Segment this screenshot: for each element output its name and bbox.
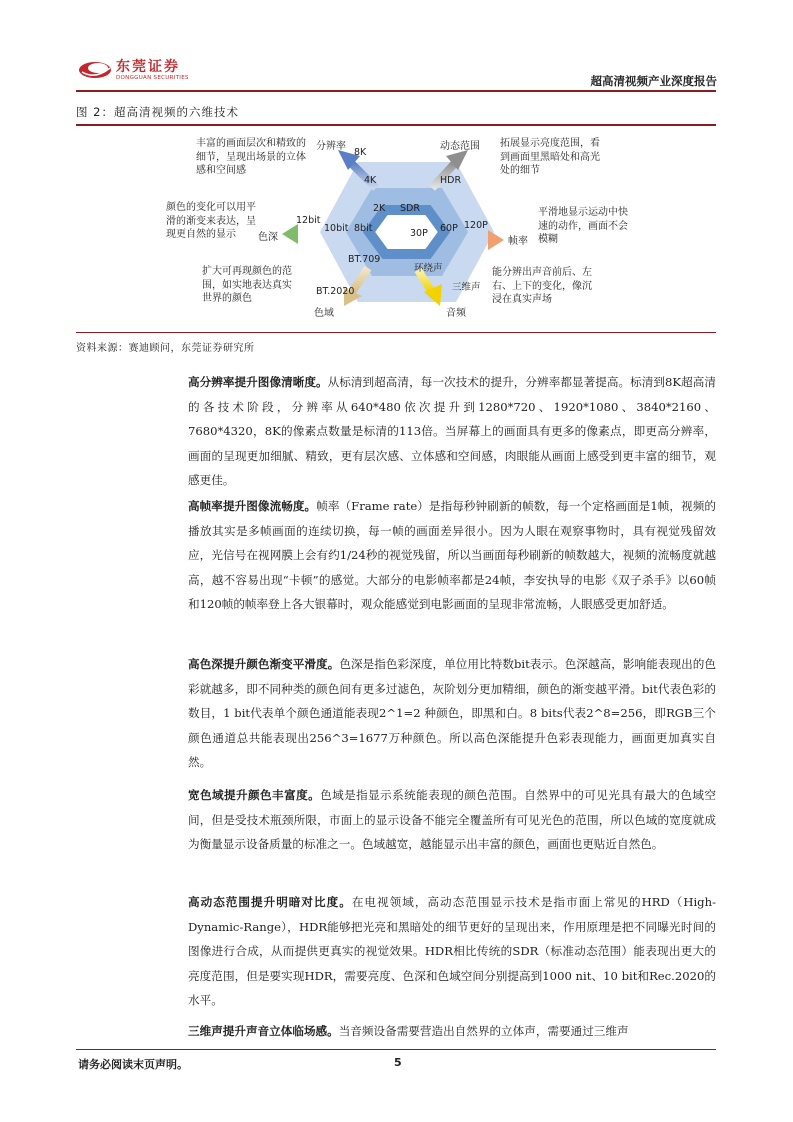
level-12bit: 12bit <box>296 215 321 226</box>
annotation-color-depth: 颜色的变化可以用平滑的渐变来表达，呈现更自然的显示 <box>166 202 256 240</box>
annotation-hdr: 拓展显示亮度范围，看到画面里黑暗处和高光处的细节 <box>500 138 600 176</box>
level-2k: 2K <box>373 203 386 214</box>
figure-title: 图 2：超高清视频的六维技术 <box>76 105 239 119</box>
figure-source: 资料来源：赛迪顾问，东莞证券研究所 <box>76 343 255 354</box>
paragraph-text: 从标清到超高清，每一次技术的提升，分辨率都显著提高。标清到8K超高清的各技术阶段，分辨率从640*480依次提升到1280*720、1920*1080、3840*2160、7680*4320，8K的像素点数量是标清的113倍。当屏幕上的画面具有更多的像素点，即更高分辨率，画面的呈现更加细腻、精致，更有层次感、立体感和空间感，肉眼能从画面上感受到更丰富的细节，观感更佳。 <box>188 375 716 487</box>
level-30p: 30P <box>410 228 428 239</box>
figure-bottom-divider <box>76 332 716 333</box>
level-hdr: HDR <box>440 175 462 186</box>
level-bt2020: BT.2020 <box>316 286 355 297</box>
paragraph-lead: 宽色域提升颜色丰富度。 <box>188 788 321 802</box>
level-60p: 60P <box>440 223 458 234</box>
figure-top-divider <box>76 124 716 126</box>
paragraph-text: 在电视领域，高动态范围显示技术是指市面上常见的HRD（High-Dynamic-Range），HDR能够把光亮和黑暗处的细节更好的呈现出来，作用原理是把不同曝光时间的图像进行合成，从而提供更真实的视觉效果。HDR相比传统的SDR（标准动态范围）能表现出更大的亮度范围，但是要实现HDR，需要亮度、色深和色域空间分别提高到1000 nit、10 bit和Rec.2020的水平。 <box>188 895 716 1007</box>
axis-label-color-gamut: 色域 <box>314 308 334 319</box>
paragraph-hdr <box>188 890 716 1013</box>
paragraph-lead: 高帧率提升图像流畅度。 <box>188 499 317 513</box>
axis-label-color-depth: 色深 <box>258 232 278 243</box>
level-3d-audio: 三维声 <box>452 282 481 293</box>
annotation-color-gamut: 扩大可再现颜色的范围，如实地表达真实世界的颜色 <box>202 266 292 304</box>
report-title: 超高清视频产业深度报告 <box>590 74 717 88</box>
brand-logo-text: 东莞证券 <box>116 59 180 75</box>
paragraph-lead: 高分辨率提升图像清晰度。 <box>188 375 328 389</box>
header-divider <box>76 90 716 92</box>
axis-label-resolution: 分辨率 <box>316 141 346 152</box>
brand-logo-subtitle: DONGGUAN SECURITIES <box>116 75 189 81</box>
annotation-framerate: 平滑地显示运动中快速的动作，画面不会模糊 <box>538 207 628 245</box>
paragraph-color-depth <box>188 652 716 775</box>
paragraph-text: 色域是指显示系统能表现的颜色范围。自然界中的可见光具有最大的色域空间，但是受技术瓶颈所限，市面上的显示设备不能完全覆盖所有可见光色的范围，所以色域的宽度就成为衡量显示设备质量的标准之一。色域越宽，越能显示出丰富的颜色，画面也更贴近自然色。 <box>188 788 716 851</box>
annotation-resolution: 丰富的画面层次和精致的细节，呈现出场景的立体感和空间感 <box>196 138 306 176</box>
level-bt709: BT.709 <box>348 254 381 265</box>
paragraph-lead: 三维声提升声音立体临场感。 <box>188 1024 339 1038</box>
paragraph-text: 色深是指色彩深度，单位用比特数bit表示。色深越高，影响能表现出的色彩就越多，即不同种类的颜色间有更多过滤色，灰阶划分更加精细，颜色的渐变越平滑。bit代表色彩的数目，1 bit代表单个颜色通道能表现2^1=2 种颜色，即黑和白。8 bits代表2^8=256，即RGB三个颜色通道总共能表现出256^3=1677万种颜色。所以高色深能提升色彩表现能力，画面更加真实自然。 <box>188 657 716 769</box>
axis-label-dynamic-range: 动态范围 <box>440 141 480 152</box>
logo-icon <box>78 58 112 80</box>
hexagon-inner <box>369 210 444 254</box>
paragraph-text: 当音频设备需要营造出自然界的立体声，需要通过三维声 <box>338 1024 629 1038</box>
paragraph-3d-audio <box>188 1019 716 1044</box>
level-sdr: SDR <box>400 203 420 214</box>
level-4k: 4K <box>364 175 377 186</box>
footer-divider <box>76 1049 716 1050</box>
paragraph-text: 帧率（Frame rate）是指每秒钟刷新的帧数，每一个定格画面是1帧，视频的播放其实是多帧画面的连续切换，每一帧的画面差异很小。因为人眼在观察事物时，具有视觉残留效应，光信号在视网膜上会有约1/24秒的视觉残留，所以当画面每秒刷新的帧数越大，视频的流畅度就越高，越不容易出现“卡顿”的感觉。大部分的电影帧率都是24帧，李安执导的电影《双子杀手》以60帧和120帧的帧率登上各大银幕时，观众能感觉到电影画面的呈现非常流畅，人眼感受更加舒适。 <box>188 499 716 611</box>
level-8k: 8K <box>354 147 367 158</box>
footer-disclaimer: 请务必阅读末页声明。 <box>78 1058 188 1071</box>
paragraph-framerate <box>188 494 716 617</box>
axis-label-framerate: 帧率 <box>508 236 528 247</box>
paragraph-lead: 高色深提升颜色渐变平滑度。 <box>188 657 340 671</box>
annotation-audio: 能分辨出声音前后、左右、上下的变化，像沉浸在真实声场 <box>492 267 592 305</box>
level-120p: 120P <box>464 220 488 231</box>
paragraph-lead: 高动态范围提升明暗对比度。 <box>188 895 352 909</box>
paragraph-color-gamut <box>188 783 716 857</box>
paragraph-resolution <box>188 370 716 493</box>
level-surround: 环绕声 <box>414 263 443 274</box>
axis-label-audio: 音频 <box>446 308 466 319</box>
level-8bit: 8bit <box>354 223 373 234</box>
level-10bit: 10bit <box>324 223 349 234</box>
page-number: 5 <box>394 1056 402 1069</box>
